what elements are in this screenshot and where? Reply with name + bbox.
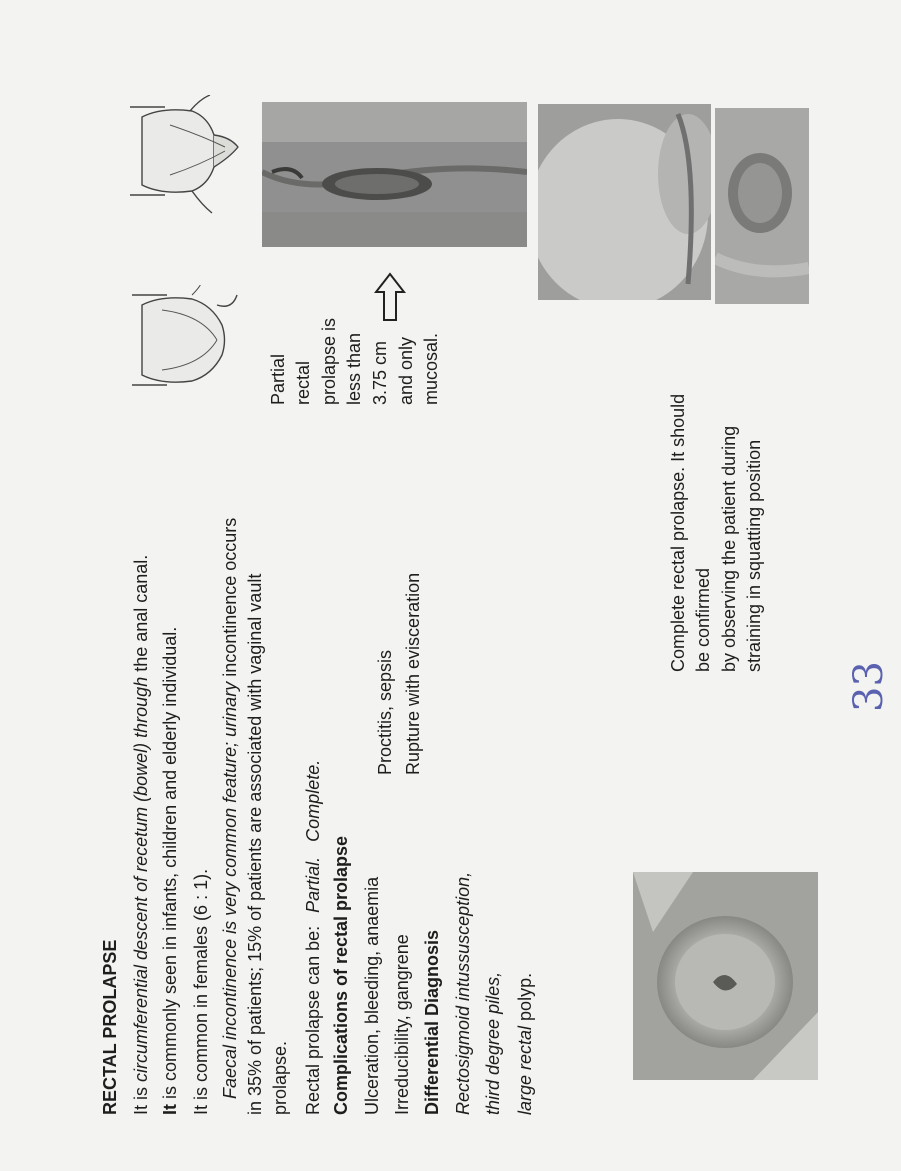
partial-note-line: less than — [344, 332, 364, 405]
differential-item: third degree piles, — [483, 971, 503, 1115]
partial-note-line: and only — [396, 336, 416, 405]
complications-heading: Complications of rectal prolapse — [331, 835, 351, 1115]
seen-in-line: It is commonly seen in infants, children and elderly individual. — [160, 626, 180, 1115]
partial-note-line: prolapse is — [319, 317, 339, 405]
complication-item: Irreducibility, gangrene — [392, 934, 412, 1115]
partial-note-line: mucosal. — [421, 332, 441, 405]
complete-prolapse-photo-left — [538, 104, 711, 300]
complete-prolapse-photo — [633, 872, 818, 1080]
arrow-right-icon — [374, 272, 406, 322]
incontinence-line-1: Faecal incontinence is very common feature; urinary incontinence occurs — [220, 517, 240, 1099]
differential-item: Rectosigmoid intussusception, — [453, 871, 473, 1115]
differential-item: large rectal polyp. — [515, 972, 535, 1115]
types-line: Rectal prolapse can be: Partial. Complete. — [303, 759, 323, 1115]
complete-note-line: Complete rectal prolapse. It should — [668, 393, 688, 672]
complication-item: Ulceration, bleeding, anaemia — [362, 876, 382, 1115]
partial-note-line: Partial — [268, 353, 288, 405]
complete-prolapse-photo-right — [715, 108, 809, 304]
page-title: RECTAL PROLAPSE — [100, 939, 120, 1115]
complete-note-line: be confirmed — [693, 567, 713, 672]
incontinence-line-2: in 35% of patients; 15% of patients are associated with vaginal vault — [245, 573, 265, 1115]
partial-note-line: rectal — [293, 360, 313, 405]
partial-prolapse-photo — [262, 102, 527, 247]
complete-prolapse-diagram — [130, 95, 245, 215]
partial-note-line: 3.75 cm — [370, 340, 390, 405]
complication-item: Proctitis, sepsis — [375, 649, 395, 775]
page-number: 33 — [846, 661, 892, 712]
females-line: It is common in females (6 : 1). — [191, 868, 211, 1115]
partial-prolapse-diagram — [132, 285, 242, 405]
incontinence-line-3: prolapse. — [270, 1040, 290, 1115]
complete-note-line: straining in squatting position — [744, 439, 764, 672]
complication-item: Rupture with evisceration — [403, 572, 423, 775]
differential-heading: Differential Diagnosis — [422, 929, 442, 1115]
definition-line: It is circumferential descent of recetum (bowel) through the anal canal. — [131, 554, 151, 1115]
complete-note-line: by observing the patient during — [719, 425, 739, 672]
